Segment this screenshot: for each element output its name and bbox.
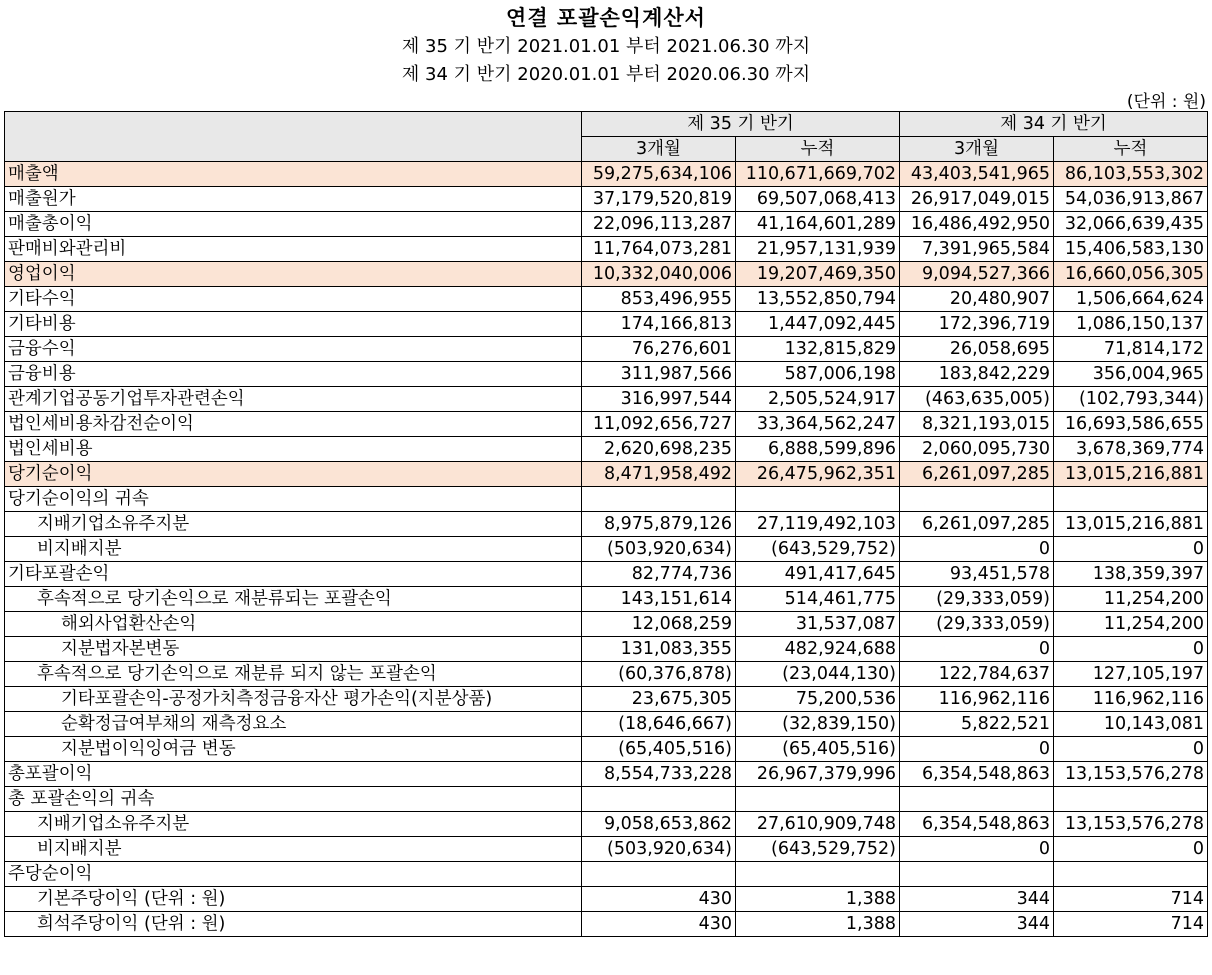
value-cell: 482,924,688 [736, 637, 900, 662]
table-row [5, 662, 1208, 687]
value-cell [900, 862, 1054, 887]
row-label: 금융수익 [5, 337, 582, 362]
value-cell: 19,207,469,350 [736, 262, 900, 287]
subheader-cumulative-prior: 누적 [1054, 137, 1208, 162]
period-prior-line: 제 34 기 반기 2020.01.01 부터 2020.06.30 까지 [401, 64, 811, 85]
table-row [5, 387, 1208, 412]
value-cell: 0 [900, 637, 1054, 662]
table-row [5, 612, 1208, 637]
statement-title: 연결 포괄손익계산서 [506, 6, 706, 30]
value-cell: 32,066,639,435 [1054, 212, 1208, 237]
table-row [5, 412, 1208, 437]
value-cell: 9,058,653,862 [582, 812, 736, 837]
table-row [5, 287, 1208, 312]
value-cell: 514,461,775 [736, 587, 900, 612]
label-header-cell [5, 112, 582, 162]
row-label: 순확정급여부채의 재측정요소 [5, 712, 582, 737]
value-cell: 75,200,536 [736, 687, 900, 712]
table-row [5, 512, 1208, 537]
value-cell: 16,693,586,655 [1054, 412, 1208, 437]
value-cell: (102,793,344) [1054, 387, 1208, 412]
value-cell: 356,004,965 [1054, 362, 1208, 387]
row-label: 기본주당이익 (단위 : 원) [5, 887, 582, 912]
value-cell: 11,254,200 [1054, 612, 1208, 637]
value-cell: 714 [1054, 912, 1208, 937]
value-cell: 1,447,092,445 [736, 312, 900, 337]
value-cell: 26,967,379,996 [736, 762, 900, 787]
value-cell: 172,396,719 [900, 312, 1054, 337]
value-cell: 2,060,095,730 [900, 437, 1054, 462]
value-cell: (503,920,634) [582, 537, 736, 562]
value-cell: 430 [582, 912, 736, 937]
subheader-3months-current: 3개월 [582, 137, 736, 162]
value-cell: 0 [900, 737, 1054, 762]
period-header-row [5, 112, 1208, 137]
value-cell: 1,388 [736, 887, 900, 912]
value-cell: 714 [1054, 887, 1208, 912]
value-cell: (65,405,516) [582, 737, 736, 762]
value-cell: 587,006,198 [736, 362, 900, 387]
value-cell: 0 [900, 837, 1054, 862]
value-cell: 11,092,656,727 [582, 412, 736, 437]
value-cell: 116,962,116 [1054, 687, 1208, 712]
table-row [5, 362, 1208, 387]
value-cell: 9,094,527,366 [900, 262, 1054, 287]
table-row [5, 462, 1208, 487]
value-cell: 6,261,097,285 [900, 462, 1054, 487]
table-row [5, 162, 1208, 187]
value-cell: 174,166,813 [582, 312, 736, 337]
value-cell [582, 862, 736, 887]
value-cell [1054, 787, 1208, 812]
value-cell: 8,554,733,228 [582, 762, 736, 787]
value-cell: 23,675,305 [582, 687, 736, 712]
value-cell: 853,496,955 [582, 287, 736, 312]
value-cell: 6,261,097,285 [900, 512, 1054, 537]
value-cell [736, 487, 900, 512]
value-cell: 93,451,578 [900, 562, 1054, 587]
table-row [5, 212, 1208, 237]
value-cell: 110,671,669,702 [736, 162, 900, 187]
value-cell: (60,376,878) [582, 662, 736, 687]
value-cell: 13,552,850,794 [736, 287, 900, 312]
row-label: 판매비와관리비 [5, 237, 582, 262]
value-cell: (463,635,005) [900, 387, 1054, 412]
value-cell: (18,646,667) [582, 712, 736, 737]
value-cell: (23,044,130) [736, 662, 900, 687]
period-current-line: 제 35 기 반기 2021.01.01 부터 2021.06.30 까지 [401, 36, 811, 57]
row-label: 해외사업환산손익 [5, 612, 582, 637]
value-cell: 183,842,229 [900, 362, 1054, 387]
value-cell: 131,083,355 [582, 637, 736, 662]
value-cell: 116,962,116 [900, 687, 1054, 712]
table-row [5, 587, 1208, 612]
table-row [5, 862, 1208, 887]
value-cell: 122,784,637 [900, 662, 1054, 687]
value-cell: 138,359,397 [1054, 562, 1208, 587]
value-cell: 8,975,879,126 [582, 512, 736, 537]
value-cell: 1,388 [736, 912, 900, 937]
table-row [5, 762, 1208, 787]
value-cell: 1,506,664,624 [1054, 287, 1208, 312]
value-cell: 6,354,548,863 [900, 762, 1054, 787]
value-cell: 54,036,913,867 [1054, 187, 1208, 212]
value-cell: 3,678,369,774 [1054, 437, 1208, 462]
value-cell: 430 [582, 887, 736, 912]
value-cell [900, 787, 1054, 812]
row-label: 매출액 [5, 162, 582, 187]
value-cell: 13,153,576,278 [1054, 762, 1208, 787]
value-cell: 26,058,695 [900, 337, 1054, 362]
row-label: 비지배지분 [5, 837, 582, 862]
value-cell: 0 [1054, 637, 1208, 662]
value-cell: 86,103,553,302 [1054, 162, 1208, 187]
row-label: 지배기업소유주지분 [5, 812, 582, 837]
value-cell: (65,405,516) [736, 737, 900, 762]
value-cell: 27,119,492,103 [736, 512, 900, 537]
value-cell: 10,332,040,006 [582, 262, 736, 287]
subheader-cumulative-current: 누적 [736, 137, 900, 162]
value-cell: 33,364,562,247 [736, 412, 900, 437]
row-label: 영업이익 [5, 262, 582, 287]
table-row [5, 237, 1208, 262]
table-row [5, 912, 1208, 937]
value-cell: 12,068,259 [582, 612, 736, 637]
value-cell: (643,529,752) [736, 837, 900, 862]
value-cell: 43,403,541,965 [900, 162, 1054, 187]
row-label: 기타수익 [5, 287, 582, 312]
table-row [5, 837, 1208, 862]
value-cell: 2,505,524,917 [736, 387, 900, 412]
income-statement-table [4, 111, 1208, 937]
value-cell: 8,321,193,015 [900, 412, 1054, 437]
value-cell: (29,333,059) [900, 612, 1054, 637]
value-cell: 26,917,049,015 [900, 187, 1054, 212]
value-cell: 143,151,614 [582, 587, 736, 612]
value-cell: 10,143,081 [1054, 712, 1208, 737]
table-row [5, 787, 1208, 812]
row-label: 당기순이익 [5, 462, 582, 487]
value-cell: 20,480,907 [900, 287, 1054, 312]
row-label: 비지배지분 [5, 537, 582, 562]
value-cell: 2,620,698,235 [582, 437, 736, 462]
row-label: 희석주당이익 (단위 : 원) [5, 912, 582, 937]
value-cell: 491,417,645 [736, 562, 900, 587]
row-label: 기타포괄손익-공정가치측정금융자산 평가손익(지분상품) [5, 687, 582, 712]
table-row [5, 337, 1208, 362]
value-cell: 16,486,492,950 [900, 212, 1054, 237]
table-row [5, 562, 1208, 587]
value-cell: 16,660,056,305 [1054, 262, 1208, 287]
value-cell: (29,333,059) [900, 587, 1054, 612]
value-cell: 0 [1054, 537, 1208, 562]
value-cell: 41,164,601,289 [736, 212, 900, 237]
value-cell [582, 487, 736, 512]
value-cell: 6,888,599,896 [736, 437, 900, 462]
table-row [5, 312, 1208, 337]
table-row [5, 737, 1208, 762]
row-label: 법인세비용 [5, 437, 582, 462]
value-cell: (32,839,150) [736, 712, 900, 737]
period-header-current: 제 35 기 반기 [582, 112, 900, 137]
table-row [5, 687, 1208, 712]
value-cell: 13,015,216,881 [1054, 462, 1208, 487]
row-label: 지배기업소유주지분 [5, 512, 582, 537]
unit-label: (단위 : 원) [1126, 92, 1206, 112]
row-label: 기타비용 [5, 312, 582, 337]
value-cell: 6,354,548,863 [900, 812, 1054, 837]
period-header-prior: 제 34 기 반기 [900, 112, 1208, 137]
value-cell [1054, 862, 1208, 887]
value-cell: 13,153,576,278 [1054, 812, 1208, 837]
value-cell: 1,086,150,137 [1054, 312, 1208, 337]
row-label: 매출총이익 [5, 212, 582, 237]
row-label: 법인세비용차감전순이익 [5, 412, 582, 437]
value-cell: 26,475,962,351 [736, 462, 900, 487]
value-cell: 31,537,087 [736, 612, 900, 637]
value-cell: 11,764,073,281 [582, 237, 736, 262]
value-cell: 316,997,544 [582, 387, 736, 412]
value-cell: 7,391,965,584 [900, 237, 1054, 262]
row-label: 기타포괄손익 [5, 562, 582, 587]
value-cell: 344 [900, 912, 1054, 937]
row-label: 관계기업공동기업투자관련손익 [5, 387, 582, 412]
value-cell: 59,275,634,106 [582, 162, 736, 187]
row-label: 주당순이익 [5, 862, 582, 887]
value-cell [900, 487, 1054, 512]
value-cell: 0 [900, 537, 1054, 562]
value-cell: 71,814,172 [1054, 337, 1208, 362]
row-label: 지분법이익잉여금 변동 [5, 737, 582, 762]
value-cell: 21,957,131,939 [736, 237, 900, 262]
value-cell: 22,096,113,287 [582, 212, 736, 237]
value-cell [736, 862, 900, 887]
table-row [5, 712, 1208, 737]
table-row [5, 187, 1208, 212]
table-row [5, 437, 1208, 462]
value-cell: (643,529,752) [736, 537, 900, 562]
value-cell: 15,406,583,130 [1054, 237, 1208, 262]
row-label: 총 포괄손익의 귀속 [5, 787, 582, 812]
row-label: 매출원가 [5, 187, 582, 212]
table-row [5, 887, 1208, 912]
row-label: 후속적으로 당기손익으로 재분류되는 포괄손익 [5, 587, 582, 612]
value-cell: 37,179,520,819 [582, 187, 736, 212]
row-label: 후속적으로 당기손익으로 재분류 되지 않는 포괄손익 [5, 662, 582, 687]
value-cell: 13,015,216,881 [1054, 512, 1208, 537]
table-row [5, 537, 1208, 562]
table-row [5, 262, 1208, 287]
value-cell: 11,254,200 [1054, 587, 1208, 612]
value-cell: 311,987,566 [582, 362, 736, 387]
value-cell: 344 [900, 887, 1054, 912]
row-label: 금융비용 [5, 362, 582, 387]
subheader-3months-prior: 3개월 [900, 137, 1054, 162]
value-cell: 82,774,736 [582, 562, 736, 587]
row-label: 당기순이익의 귀속 [5, 487, 582, 512]
value-cell: 69,507,068,413 [736, 187, 900, 212]
value-cell: 0 [1054, 837, 1208, 862]
value-cell: 76,276,601 [582, 337, 736, 362]
value-cell: 5,822,521 [900, 712, 1054, 737]
value-cell: (503,920,634) [582, 837, 736, 862]
table-row [5, 637, 1208, 662]
value-cell [736, 787, 900, 812]
value-cell: 127,105,197 [1054, 662, 1208, 687]
value-cell: 0 [1054, 737, 1208, 762]
row-label: 지분법자본변동 [5, 637, 582, 662]
value-cell [1054, 487, 1208, 512]
row-label: 총포괄이익 [5, 762, 582, 787]
value-cell [582, 787, 736, 812]
table-row [5, 487, 1208, 512]
table-row [5, 812, 1208, 837]
value-cell: 27,610,909,748 [736, 812, 900, 837]
value-cell: 8,471,958,492 [582, 462, 736, 487]
value-cell: 132,815,829 [736, 337, 900, 362]
